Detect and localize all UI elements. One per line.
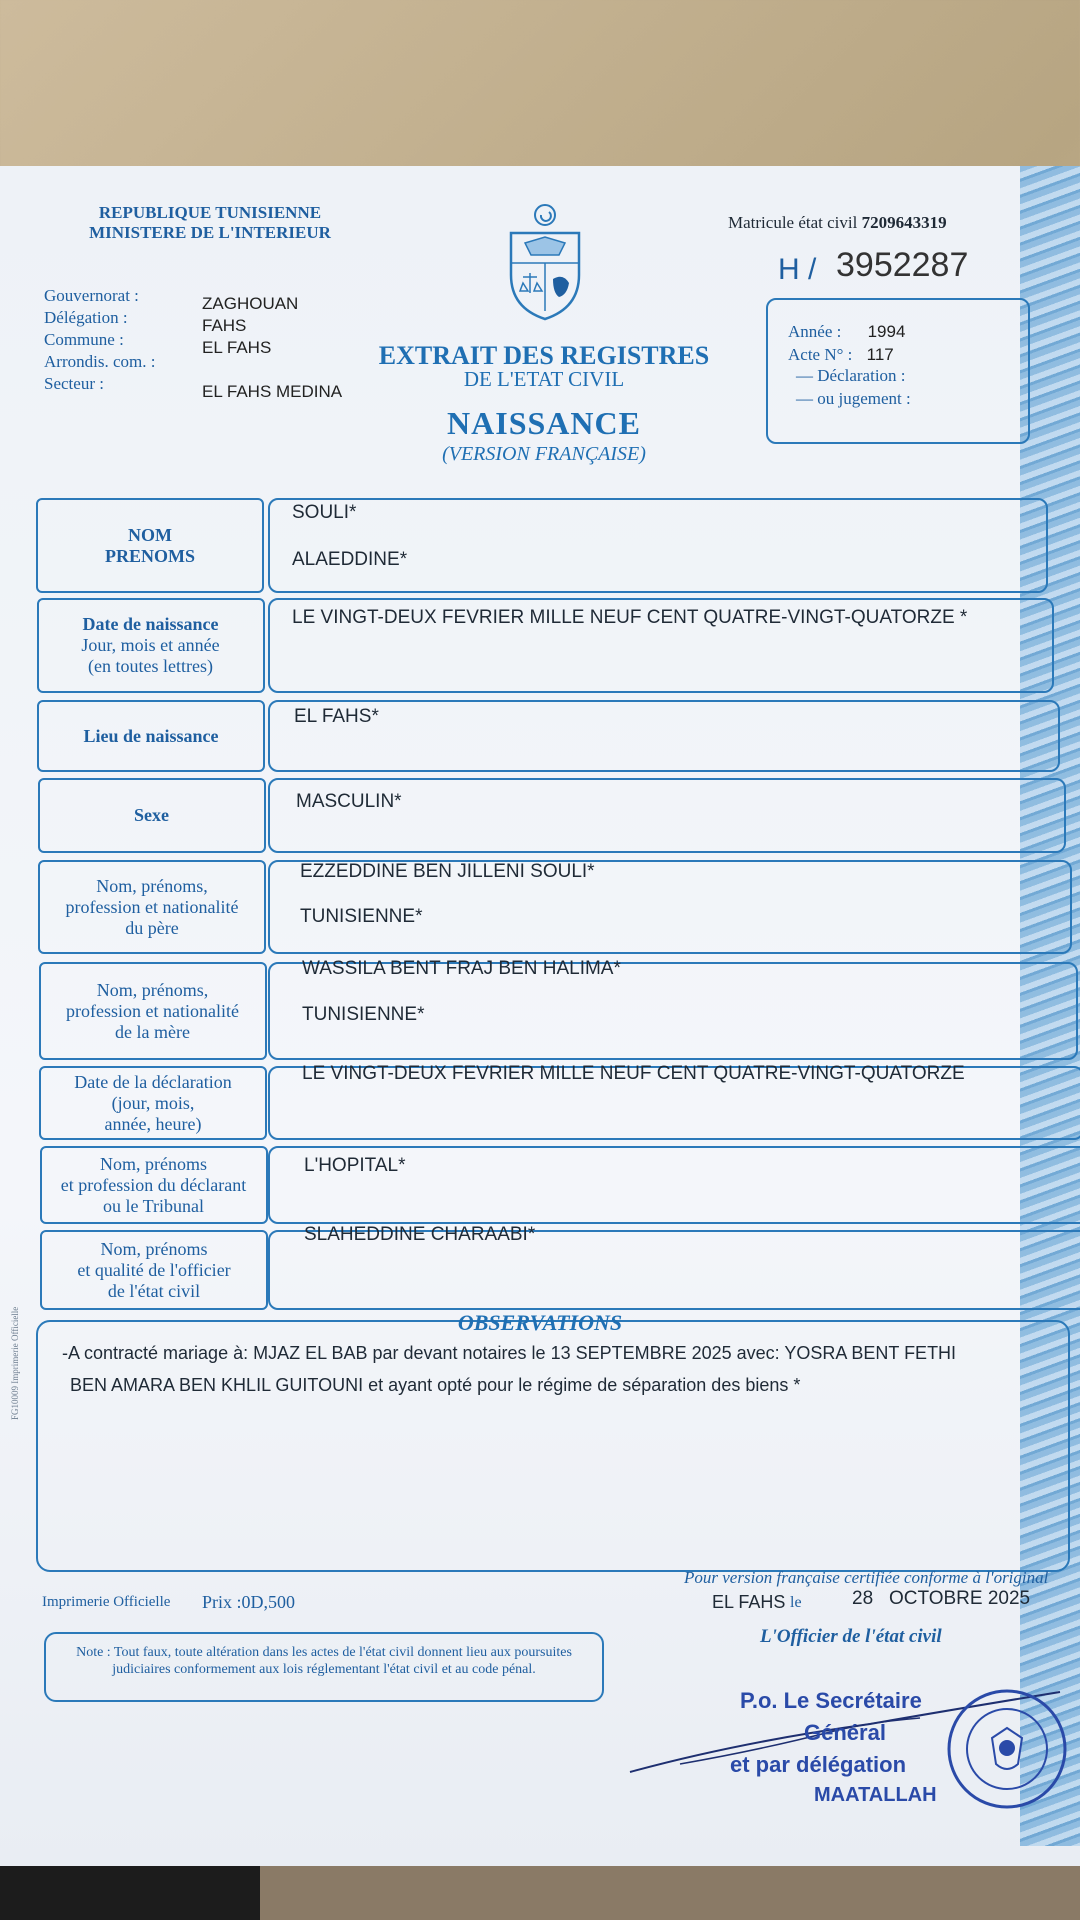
legal-note: Note : Tout faux, toute altération dans les actes de l'état civil donnent lieu aux poursuites judiciaires conformement aux lois réglementant l'état civil et au code pénal.	[76, 1645, 572, 1677]
row-value: L'HOPITAL*	[304, 1155, 406, 1176]
stamp-line-4: MAATALLAH	[814, 1784, 937, 1806]
stamp-line-3: et par délégation	[730, 1752, 907, 1777]
acte-label: Acte N° :	[788, 345, 853, 364]
row-label-box	[37, 598, 265, 693]
republic-text: REPUBLIQUE TUNISIENNE	[98, 203, 322, 222]
row-label: Nom, prénoms,	[96, 875, 208, 896]
row-value: LE VINGT-DEUX FEVRIER MILLE NEUF CENT QUATRE-VINGT-QUATORZE	[302, 1063, 965, 1084]
admin-labels	[44, 285, 155, 395]
row-label: Lieu de naissance	[83, 725, 219, 746]
matricule-value: 7209643319	[861, 213, 947, 232]
republic-title	[60, 203, 360, 243]
row-label: Sexe	[134, 805, 169, 825]
gouvernorat-value: ZAGHOUAN	[202, 294, 299, 313]
document-subtitle: DE L'ETAT CIVIL	[463, 367, 625, 391]
row-value: TUNISIENNE*	[302, 1004, 425, 1025]
row-value: TUNISIENNE*	[300, 906, 423, 927]
row-label-box	[38, 860, 266, 954]
imprimerie-text: Imprimerie Officielle	[42, 1594, 171, 1610]
date-value: 28 OCTOBRE 2025	[852, 1588, 1031, 1609]
le-label: le	[790, 1594, 802, 1611]
ministry-text: MINISTERE DE L'INTERIEUR	[89, 223, 331, 242]
row-label-box	[38, 778, 266, 853]
row-label: profession et nationalité	[65, 896, 239, 917]
commune-label: Commune :	[44, 330, 124, 349]
prix-text: Prix :0D,500	[202, 1592, 296, 1612]
row-label: PRENOMS	[105, 545, 195, 566]
acte-value: 117	[866, 345, 894, 364]
row-label: (jour, mois,	[111, 1092, 195, 1113]
row-label: profession et nationalité	[66, 1000, 239, 1021]
row-value: ALAEDDINE*	[292, 549, 408, 570]
row-label: Date de la déclaration	[74, 1071, 232, 1092]
serial-number: 3952287	[836, 246, 969, 284]
row-value: MASCULIN*	[296, 791, 402, 812]
row-value: EL FAHS*	[294, 706, 379, 727]
gouvernorat-label: Gouvernorat :	[44, 286, 139, 305]
row-label: NOM	[128, 524, 172, 545]
jugement-label: — ou jugement :	[796, 389, 911, 408]
coat-of-arms-icon	[503, 203, 587, 323]
delegation-label: Délégation :	[44, 308, 128, 327]
observations-line-2: BEN AMARA BEN KHLIL GUITOUNI et ayant opté pour le régime de séparation des biens *	[70, 1375, 801, 1395]
row-label: Jour, mois et année	[81, 635, 220, 655]
row-label: année, heure)	[104, 1113, 202, 1134]
row-label: du père	[125, 917, 179, 938]
row-label: de l'état civil	[107, 1280, 201, 1301]
serial-prefix: H /	[778, 253, 817, 286]
row-label: Nom, prénoms	[100, 1153, 207, 1174]
row-label-box	[37, 700, 265, 772]
stamp-line-2: Général	[804, 1720, 886, 1745]
row-label: de la mère	[115, 1021, 190, 1042]
row-label: Date de naissance	[82, 614, 219, 634]
official-seal-icon	[944, 1686, 1070, 1812]
row-value: SLAHEDDINE CHARAABI*	[304, 1224, 536, 1245]
secteur-label: Secteur :	[44, 374, 104, 393]
row-label: Nom, prénoms	[100, 1238, 208, 1259]
place-value: EL FAHS	[712, 1592, 786, 1612]
observations-title: OBSERVATIONS	[457, 1310, 623, 1335]
certification-text: Pour version française certifiée conforme à l'original	[684, 1568, 1049, 1587]
commune-value: EL FAHS	[202, 338, 272, 357]
delegation-value: FAHS	[202, 316, 247, 335]
observations-line-1: -A contracté mariage à: MJAZ EL BAB par devant notaires le 13 SEPTEMBRE 2025 avec: YOSRA BENT FETHI	[62, 1343, 957, 1363]
row-label-box	[36, 498, 264, 593]
stamp-line-1: P.o. Le Secrétaire	[740, 1688, 922, 1713]
row-label: ou le Tribunal	[102, 1195, 204, 1216]
row-label-box	[40, 1230, 268, 1310]
row-label: et qualité de l'officier	[77, 1259, 231, 1280]
document-type: NAISSANCE	[447, 405, 641, 441]
annee-label: Année :	[788, 322, 842, 341]
matricule	[728, 213, 947, 233]
row-label: Nom, prénoms,	[96, 979, 209, 1000]
side-print: FG10009 Imprimerie Officielle	[10, 1306, 20, 1420]
row-label-box	[40, 1146, 268, 1224]
row-label-box	[39, 962, 267, 1060]
document-version: (VERSION FRANÇAISE)	[442, 443, 646, 465]
acte-row	[788, 345, 894, 365]
annee-value: 1994	[867, 322, 906, 341]
row-value: LE VINGT-DEUX FEVRIER MILLE NEUF CENT QUATRE-VINGT-QUATORZE *	[292, 607, 968, 628]
row-value: EZZEDDINE BEN JILLENI SOULI*	[300, 861, 595, 882]
annee-row	[788, 322, 905, 342]
row-label-box	[39, 1066, 267, 1140]
row-value: WASSILA BENT FRAJ BEN HALIMA*	[302, 958, 621, 979]
document-title: EXTRAIT DES REGISTRES	[378, 341, 710, 370]
officer-title: L'Officier de l'état civil	[760, 1626, 942, 1647]
row-label: (en toutes lettres)	[88, 656, 213, 676]
arrondissement-label: Arrondis. com. :	[44, 352, 156, 371]
row-value-box	[268, 778, 1066, 853]
matricule-label: Matricule état civil	[728, 213, 858, 232]
declaration-label: — Déclaration :	[796, 366, 906, 385]
row-value: SOULI*	[292, 502, 357, 523]
background-floor	[0, 1866, 1080, 1920]
row-value-box	[268, 498, 1048, 593]
secteur-value: EL FAHS MEDINA	[202, 382, 343, 401]
row-value-box	[268, 700, 1060, 772]
row-label: et profession du déclarant	[60, 1174, 247, 1195]
